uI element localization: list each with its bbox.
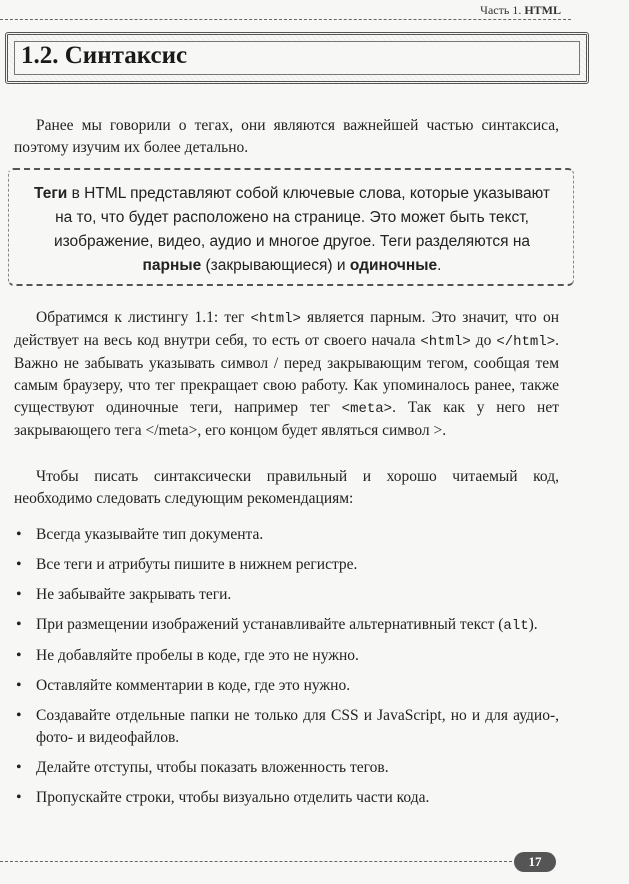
list-item: • Оставляйте комментарии в коде, где это нужно. <box>14 675 559 697</box>
note-text-2: (закрывающиеся) и <box>201 257 350 274</box>
definition-note-box <box>8 168 574 286</box>
code-html-close: </html> <box>496 334 556 350</box>
list-item: • Создавайте отдельные папки не только для CSS и JavaScript, но и для аудио-, фото- и видеофайлов. <box>14 705 559 749</box>
listing-paragraph <box>14 307 559 442</box>
running-header <box>480 3 561 18</box>
listing-text-2: является парным. Это значит, что он действует на весь код внутри себя, то есть от своего начала <box>14 309 559 349</box>
note-term: Теги <box>34 185 68 202</box>
listing-text-1: Обратимся к листингу 1.1: тег <box>36 309 251 326</box>
header-divider <box>0 19 571 20</box>
code-meta: <meta> <box>341 401 393 417</box>
list-item: • Все теги и атрибуты пишите в нижнем регистре. <box>14 554 559 576</box>
list-item: • Пропускайте строки, чтобы визуально отделить части кода. <box>14 787 559 809</box>
code-html-open-2: <html> <box>420 334 471 350</box>
note-text-1: в HTML представляют собой ключевые слова, которые указывают на то, что будет расположено на странице. Это может быть текст, изображение, видео, аудио и многое другое. Теги разделяются на <box>53 185 550 250</box>
header-part-title: HTML <box>524 3 561 17</box>
header-part-label: Часть 1. <box>480 3 522 17</box>
note-text-3: . <box>437 257 442 274</box>
section-title-frame <box>5 32 589 84</box>
listing-text-3: до <box>470 332 497 349</box>
list-item: • Всегда указывайте тип документа. <box>14 524 559 546</box>
code-alt: alt <box>503 618 529 634</box>
recommendations-list <box>14 524 559 817</box>
note-single: одиночные <box>349 257 438 274</box>
list-item: • Делайте отступы, чтобы показать вложенность тегов. <box>14 757 559 779</box>
listing-text-4: . Важно не забывать указывать символ / перед закрывающим тегом, сообщая тем самым браузеру, что тег прекращает свою работу. Как упоминалось ранее, также существуют одиночные теги, например тег <box>14 332 559 416</box>
list-item: • Не добавляйте пробелы в коде, где это не нужно. <box>14 645 559 667</box>
listing-text-5: . Так как у него нет закрывающего тега </meta>, его концом будет являться символ >. <box>14 399 560 439</box>
list-item: • Не забывайте закрывать теги. <box>14 584 559 606</box>
list-item-text: При размещении изображений устанавливайте альтернативный текст ( <box>36 616 504 633</box>
section-title: 1.2. Синтаксис <box>21 42 188 69</box>
definition-note <box>27 182 557 278</box>
footer-divider <box>0 861 512 862</box>
list-item <box>14 614 559 637</box>
intro-paragraph: Ранее мы говорили о тегах, они являются важнейшей частью синтаксиса, поэтому изучим их более детально. <box>14 117 559 156</box>
code-html-open: <html> <box>250 311 301 327</box>
note-paired: парные <box>142 257 202 274</box>
list-item-end: ). <box>528 616 538 633</box>
recommendations-paragraph: Чтобы писать синтаксически правильный и хорошо читаемый код, необходимо следовать следующим рекомендациям: <box>14 468 559 507</box>
page-number-badge: 17 <box>514 852 556 872</box>
